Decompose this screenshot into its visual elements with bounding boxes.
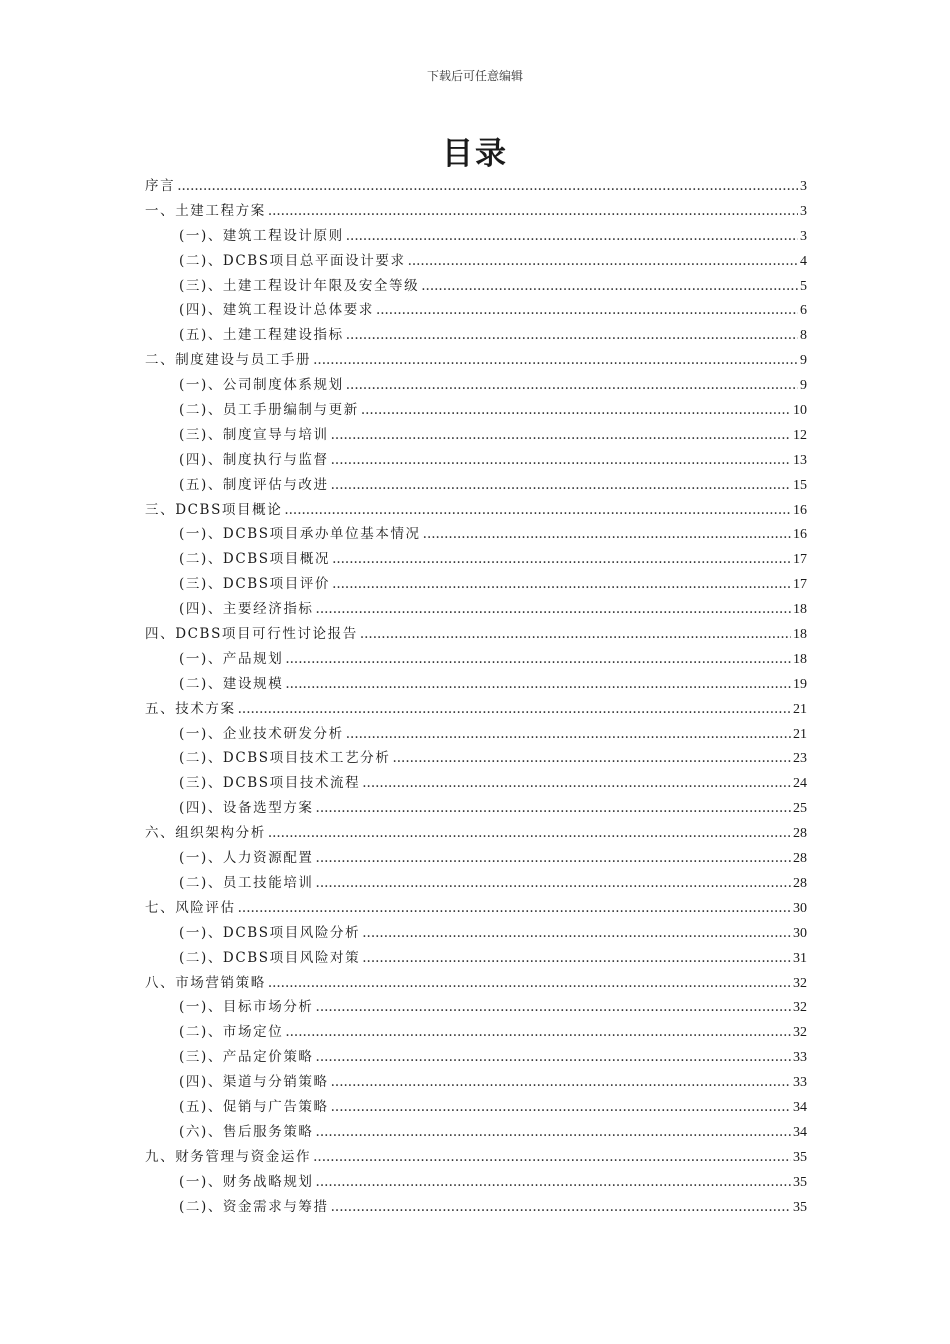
toc-entry-title: 序言 bbox=[145, 178, 176, 194]
toc-entry-page-number: 30 bbox=[793, 925, 807, 941]
toc-entry[interactable] bbox=[145, 448, 807, 473]
toc-leader-dots bbox=[408, 249, 798, 274]
toc-leader-dots bbox=[392, 746, 791, 771]
toc-leader-dots bbox=[284, 498, 791, 523]
toc-leader-dots bbox=[316, 796, 791, 821]
toc-entry-title: (一)、DCBS项目承办单位基本情况 bbox=[179, 526, 421, 543]
toc-entry-title: (二)、DCBS项目风险对策 bbox=[179, 949, 361, 966]
toc-entry-page-number: 13 bbox=[793, 452, 807, 468]
toc-leader-dots bbox=[316, 846, 791, 871]
toc-entry-page-number: 9 bbox=[800, 378, 807, 394]
toc-entry-title: (五)、制度评估与改进 bbox=[179, 476, 329, 493]
toc-entry-title: 五、技术方案 bbox=[145, 700, 236, 717]
toc-entry-title: (三)、土建工程设计年限及安全等级 bbox=[179, 277, 420, 294]
toc-leader-dots bbox=[316, 1170, 791, 1195]
toc-leader-dots bbox=[360, 622, 791, 647]
toc-entry-page-number: 35 bbox=[793, 1174, 807, 1190]
toc-entry-title: (二)、员工手册编制与更新 bbox=[179, 402, 359, 419]
toc-entry-title: (二)、市场定位 bbox=[179, 1024, 284, 1041]
toc-entry[interactable] bbox=[145, 622, 807, 647]
toc-entry[interactable] bbox=[145, 547, 807, 572]
toc-entry-page-number: 21 bbox=[793, 726, 807, 742]
toc-entry-page-number: 15 bbox=[793, 477, 807, 493]
toc-leader-dots bbox=[331, 1095, 791, 1120]
toc-entry-page-number: 4 bbox=[800, 253, 807, 269]
toc-entry-title: (一)、人力资源配置 bbox=[179, 850, 314, 867]
toc-entry-title: (四)、渠道与分销策略 bbox=[179, 1074, 329, 1091]
toc-entry-title: (三)、制度宣导与培训 bbox=[179, 426, 329, 443]
toc-leader-dots bbox=[177, 174, 798, 199]
toc-leader-dots bbox=[268, 199, 798, 224]
toc-entry[interactable] bbox=[145, 274, 807, 299]
toc-entry-title: (四)、建筑工程设计总体要求 bbox=[179, 302, 374, 319]
toc-entry-page-number: 33 bbox=[793, 1075, 807, 1091]
toc-entry[interactable] bbox=[145, 746, 807, 771]
toc-entry-page-number: 30 bbox=[793, 900, 807, 916]
toc-entry-page-number: 9 bbox=[800, 353, 807, 369]
toc-leader-dots bbox=[423, 522, 791, 547]
toc-leader-dots bbox=[332, 572, 791, 597]
toc-leader-dots bbox=[362, 771, 791, 796]
toc-entry-title: 二、制度建设与员工手册 bbox=[145, 352, 312, 369]
toc-entry-title: (六)、售后服务策略 bbox=[179, 1123, 314, 1140]
toc-entry[interactable] bbox=[145, 821, 807, 846]
toc-entry-page-number: 17 bbox=[793, 552, 807, 568]
toc-leader-dots bbox=[316, 597, 791, 622]
toc-entry-page-number: 5 bbox=[800, 278, 807, 294]
toc-entry-title: (四)、设备选型方案 bbox=[179, 800, 314, 817]
toc-leader-dots bbox=[362, 921, 791, 946]
toc-entry-page-number: 18 bbox=[793, 651, 807, 667]
toc-entry-title: (一)、企业技术研发分析 bbox=[179, 725, 344, 742]
toc-leader-dots bbox=[285, 1020, 791, 1045]
toc-entry[interactable] bbox=[145, 348, 807, 373]
toc-entry-page-number: 34 bbox=[793, 1124, 807, 1140]
toc-entry[interactable] bbox=[145, 1020, 807, 1045]
toc-entry-title: (二)、DCBS项目技术工艺分析 bbox=[179, 750, 391, 767]
toc-entry-page-number: 3 bbox=[800, 179, 807, 194]
toc-entry-title: 四、DCBS项目可行性讨论报告 bbox=[145, 626, 358, 643]
toc-entry-title: (三)、DCBS项目评价 bbox=[179, 576, 331, 593]
toc-leader-dots bbox=[346, 373, 798, 398]
toc-leader-dots bbox=[313, 1145, 791, 1170]
toc-leader-dots bbox=[361, 398, 791, 423]
toc-leader-dots bbox=[316, 995, 791, 1020]
toc-entry-page-number: 25 bbox=[793, 801, 807, 817]
toc-entry[interactable] bbox=[145, 1120, 807, 1145]
toc-leader-dots bbox=[331, 423, 791, 448]
toc-entry-page-number: 3 bbox=[800, 203, 807, 219]
toc-entry-page-number: 28 bbox=[793, 826, 807, 842]
toc-leader-dots bbox=[331, 448, 791, 473]
toc-entry[interactable] bbox=[145, 298, 807, 323]
toc-entry-page-number: 33 bbox=[793, 1050, 807, 1066]
toc-entry-title: 九、财务管理与资金运作 bbox=[145, 1148, 312, 1165]
toc-entry-page-number: 19 bbox=[793, 676, 807, 692]
toc-entry[interactable] bbox=[145, 1195, 807, 1220]
toc-entry[interactable] bbox=[145, 224, 807, 249]
toc-entry-page-number: 23 bbox=[793, 751, 807, 767]
toc-entry-page-number: 18 bbox=[793, 602, 807, 618]
toc-entry[interactable] bbox=[145, 423, 807, 448]
toc-entry[interactable] bbox=[145, 199, 807, 224]
toc-entry-title: 七、风险评估 bbox=[145, 899, 236, 916]
toc-entry-title: (二)、建设规模 bbox=[179, 675, 284, 692]
toc-entry-title: (二)、DCBS项目概况 bbox=[179, 551, 331, 568]
toc-entry[interactable] bbox=[145, 647, 807, 672]
toc-entry[interactable] bbox=[145, 697, 807, 722]
toc-entry[interactable] bbox=[145, 672, 807, 697]
toc-entry[interactable] bbox=[145, 1070, 807, 1095]
toc-entry-title: (二)、DCBS项目总平面设计要求 bbox=[179, 252, 406, 269]
table-of-contents bbox=[145, 174, 807, 1219]
toc-entry-page-number: 28 bbox=[793, 851, 807, 867]
toc-entry-title: (一)、财务战略规划 bbox=[179, 1173, 314, 1190]
toc-leader-dots bbox=[331, 473, 791, 498]
toc-entry-title: (四)、制度执行与监督 bbox=[179, 451, 329, 468]
toc-leader-dots bbox=[376, 298, 798, 323]
toc-title: 目录 bbox=[442, 136, 508, 172]
toc-entry[interactable] bbox=[145, 597, 807, 622]
toc-entry[interactable] bbox=[145, 1095, 807, 1120]
toc-entry-page-number: 21 bbox=[793, 701, 807, 717]
toc-entry[interactable] bbox=[145, 1170, 807, 1195]
toc-entry[interactable] bbox=[145, 1045, 807, 1070]
toc-leader-dots bbox=[362, 946, 791, 971]
toc-leader-dots bbox=[331, 1195, 791, 1220]
toc-entry-page-number: 16 bbox=[793, 502, 807, 518]
toc-entry[interactable] bbox=[145, 722, 807, 747]
toc-entry-page-number: 10 bbox=[793, 403, 807, 419]
toc-leader-dots bbox=[238, 896, 791, 921]
toc-leader-dots bbox=[238, 697, 791, 722]
toc-leader-dots bbox=[316, 1120, 791, 1145]
toc-entry[interactable] bbox=[145, 323, 807, 348]
toc-leader-dots bbox=[285, 672, 791, 697]
toc-entry-page-number: 35 bbox=[793, 1149, 807, 1165]
toc-entry-page-number: 18 bbox=[793, 627, 807, 643]
toc-leader-dots bbox=[421, 274, 798, 299]
toc-entry-title: 六、组织架构分析 bbox=[145, 825, 266, 842]
toc-entry-title: (二)、资金需求与筹措 bbox=[179, 1198, 329, 1215]
toc-entry-title: (三)、产品定价策略 bbox=[179, 1049, 314, 1066]
toc-leader-dots bbox=[346, 323, 798, 348]
toc-entry[interactable] bbox=[145, 846, 807, 871]
toc-entry-page-number: 32 bbox=[793, 1025, 807, 1041]
toc-entry-page-number: 6 bbox=[800, 303, 807, 319]
toc-entry[interactable] bbox=[145, 498, 807, 523]
toc-entry-title: (一)、产品规划 bbox=[179, 650, 284, 667]
page-header-note: 下载后可任意编辑 bbox=[426, 69, 523, 83]
toc-entry-page-number: 31 bbox=[793, 950, 807, 966]
toc-entry-title: (二)、员工技能培训 bbox=[179, 874, 314, 891]
toc-entry[interactable] bbox=[145, 896, 807, 921]
toc-entry-title: (一)、建筑工程设计原则 bbox=[179, 227, 344, 244]
toc-entry-page-number: 32 bbox=[793, 1000, 807, 1016]
toc-entry-title: (一)、目标市场分析 bbox=[179, 999, 314, 1016]
toc-entry-title: (五)、促销与广告策略 bbox=[179, 1098, 329, 1115]
toc-entry[interactable] bbox=[145, 522, 807, 547]
toc-entry-page-number: 32 bbox=[793, 975, 807, 991]
toc-entry-page-number: 28 bbox=[793, 875, 807, 891]
toc-entry-page-number: 17 bbox=[793, 577, 807, 593]
toc-entry-page-number: 35 bbox=[793, 1199, 807, 1215]
toc-entry-title: 一、土建工程方案 bbox=[145, 202, 266, 219]
toc-entry[interactable] bbox=[145, 398, 807, 423]
toc-entry[interactable] bbox=[145, 921, 807, 946]
toc-entry-title: 八、市场营销策略 bbox=[145, 974, 266, 991]
toc-leader-dots bbox=[316, 871, 791, 896]
toc-entry[interactable] bbox=[145, 971, 807, 996]
toc-entry[interactable] bbox=[145, 572, 807, 597]
toc-entry[interactable] bbox=[145, 249, 807, 274]
toc-leader-dots bbox=[346, 224, 798, 249]
toc-leader-dots bbox=[332, 547, 791, 572]
toc-leader-dots bbox=[346, 722, 791, 747]
toc-entry[interactable] bbox=[145, 1145, 807, 1170]
toc-entry-title: (一)、DCBS项目风险分析 bbox=[179, 924, 361, 941]
toc-entry[interactable] bbox=[145, 995, 807, 1020]
toc-entry[interactable] bbox=[145, 174, 807, 199]
toc-entry-title: 三、DCBS项目概论 bbox=[145, 501, 283, 518]
toc-leader-dots bbox=[285, 647, 791, 672]
toc-entry-page-number: 16 bbox=[793, 527, 807, 543]
toc-leader-dots bbox=[268, 821, 791, 846]
toc-entry[interactable] bbox=[145, 771, 807, 796]
toc-entry-page-number: 34 bbox=[793, 1099, 807, 1115]
toc-entry[interactable] bbox=[145, 946, 807, 971]
toc-leader-dots bbox=[268, 971, 791, 996]
toc-entry-page-number: 12 bbox=[793, 427, 807, 443]
toc-entry-title: (五)、土建工程建设指标 bbox=[179, 327, 344, 344]
toc-entry-page-number: 8 bbox=[800, 328, 807, 344]
toc-entry-page-number: 24 bbox=[793, 776, 807, 792]
toc-entry[interactable] bbox=[145, 796, 807, 821]
toc-leader-dots bbox=[316, 1045, 791, 1070]
toc-entry-title: (一)、公司制度体系规划 bbox=[179, 377, 344, 394]
toc-entry[interactable] bbox=[145, 373, 807, 398]
toc-entry[interactable] bbox=[145, 871, 807, 896]
toc-entry-title: (三)、DCBS项目技术流程 bbox=[179, 775, 361, 792]
toc-leader-dots bbox=[331, 1070, 791, 1095]
toc-entry-title: (四)、主要经济指标 bbox=[179, 601, 314, 618]
toc-entry-page-number: 3 bbox=[800, 228, 807, 244]
toc-leader-dots bbox=[313, 348, 798, 373]
toc-entry[interactable] bbox=[145, 473, 807, 498]
